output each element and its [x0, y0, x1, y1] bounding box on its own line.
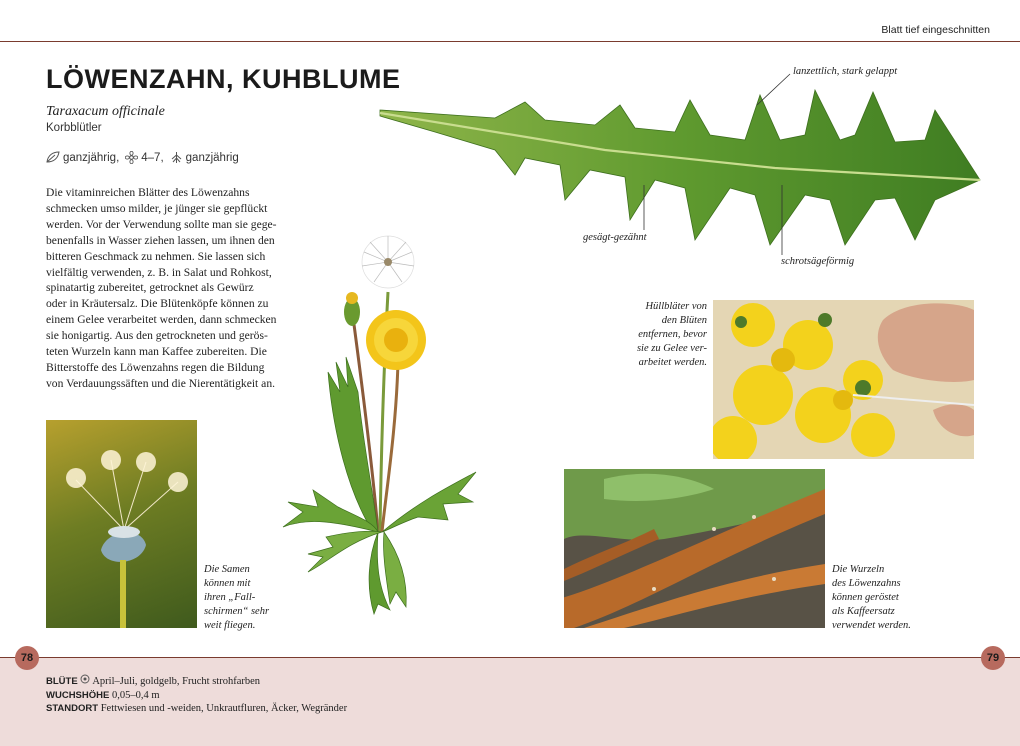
caption-line: Hüllbläter von: [645, 301, 707, 312]
caption-line: Die Samen: [204, 564, 250, 575]
text-line: werden. Vor der Verwendung sollte man sie gege-: [46, 217, 277, 231]
footer-rule: [0, 657, 1020, 658]
fact-bluete: [46, 674, 347, 689]
caption-line: können mit: [204, 578, 251, 589]
caption-line: können geröstet: [832, 592, 899, 603]
caption-bracts: [634, 300, 707, 370]
label-serrated: gesägt-gezähnt: [583, 232, 647, 243]
text-line: bitteren Geschmack zu nehmen. Sie lassen sich: [46, 249, 266, 263]
caption-line: arbeitet werden.: [638, 357, 707, 368]
fact-value: Fettwiesen und -weiden, Unkrautfluren, Äcker, Wegränder: [100, 703, 348, 714]
text-line: schmecken umso milder, je jünger sie gepflückt: [46, 201, 268, 215]
fact-hoehe: [46, 689, 347, 703]
season-leaf: ganzjährig,: [63, 151, 120, 164]
page-number-right: 79: [981, 646, 1005, 670]
caption-line: entfernen, bevor: [638, 329, 707, 340]
text-line: einem Gelee verarbeitet werden, dann schmecken: [46, 313, 277, 327]
harvest-seasons: [46, 151, 239, 164]
fact-label: BLÜTE: [46, 676, 78, 687]
caption-seeds: [204, 563, 269, 633]
text-line: benenfalls in Wasser ziehen lassen, um ihnen den: [46, 233, 275, 247]
season-root: ganzjährig: [185, 151, 239, 164]
flower-icon: [125, 151, 138, 164]
plant-family: Korbblütler: [46, 122, 102, 134]
petals-photo: [713, 300, 974, 459]
text-line: teten Wurzeln kann man Kaffee zubereiten. Die: [46, 345, 267, 359]
season-flower: 4–7,: [141, 151, 164, 164]
leaf-icon: [46, 151, 60, 163]
latin-name: Taraxacum officinale: [46, 104, 165, 119]
fact-value: April–Juli, goldgelb, Frucht strohfarben: [92, 676, 261, 687]
caption-line: des Löwenzahns: [832, 578, 901, 589]
text-line: sie honigartig. Aus den getrockneten und gerös-: [46, 329, 268, 343]
flower-icon: [80, 676, 92, 687]
text-line: spinatartig zubereitet, getrocknet als Gewürz: [46, 281, 254, 295]
caption-line: verwendet werden.: [832, 620, 911, 631]
page-title: LÖWENZAHN, KUHBLUME: [46, 64, 401, 94]
caption-line: den Blüten: [661, 315, 707, 326]
fact-standort: [46, 702, 347, 716]
roots-photo: [564, 469, 825, 628]
header-rule: [0, 41, 1020, 42]
caption-line: als Kaffeersatz: [832, 606, 895, 617]
text-line: oder in Kräutersalz. Die Blütenköpfe können zu: [46, 297, 269, 311]
label-runcinate: schrotsägeförmig: [781, 256, 855, 267]
plant-facts: [46, 674, 347, 716]
label-lanceolate: lanzettlich, stark gelappt: [793, 66, 898, 77]
caption-line: schirmen“ sehr: [204, 606, 270, 617]
caption-line: sie zu Gelee ver-: [636, 343, 707, 354]
fact-label: WUCHSHÖHE: [46, 689, 110, 701]
caption-line: weit fliegen.: [204, 620, 256, 631]
text-line: von Verdauungssäften und die Nierentätigkeit an.: [46, 376, 276, 390]
fact-value: 0,05–0,4 m: [111, 689, 160, 701]
page-number-left: 78: [15, 646, 39, 670]
root-icon: [170, 151, 183, 164]
running-head: Blatt tief eingeschnitten: [881, 24, 990, 36]
text-line: vielfältig verwenden, z. B. in Salat und Rohkost,: [46, 265, 272, 279]
plant-illustration: [278, 232, 483, 617]
caption-line: ihren „Fall-: [204, 592, 256, 603]
caption-roots: [832, 563, 911, 633]
text-line: Die vitaminreichen Blätter des Löwenzahns: [46, 186, 250, 199]
caption-line: Die Wurzeln: [832, 564, 885, 575]
text-line: Bitterstoffe des Löwenzahns regen die Bildung: [46, 360, 265, 374]
seedhead-photo: [46, 420, 197, 628]
description-text: [46, 185, 301, 392]
fact-label: STANDORT: [46, 703, 99, 714]
